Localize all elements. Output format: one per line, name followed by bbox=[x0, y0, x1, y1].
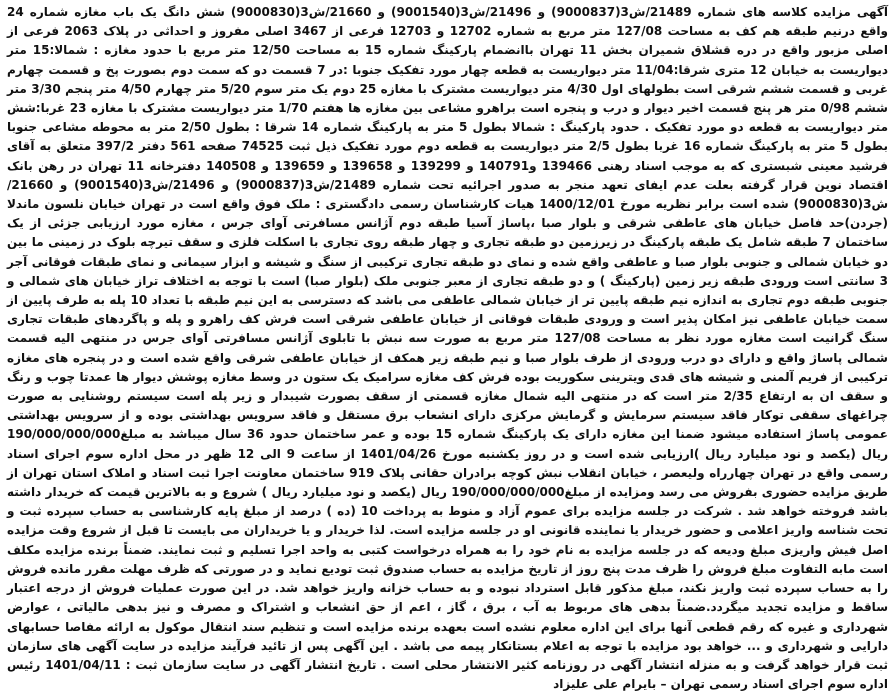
notice-paragraph: آگهی مزایده کلاسه های شماره 21489/ش3(9000837) و 21496/ش3(9001540) و 21660/ش3(9000830) شش دانگ یک باب مغازه شماره 24 واقع درنیم طبقه هم کف به مساحت 127/08 متر مربع به شماره 12702 و 12703 فرعی از 3467 اصلی مفروز و احداثی در پلاک 2063 فرعی از اصلی مزبور واقع در دره قشلاق شمیران بخش 11 تهران باانضمام پارکینگ شماره 15 به مساحت 12/50 متر مربع با حدود مغازه : شمالا:15 متر دیواریست به خیابان 12 متری شرقا:11/04 متر دیواریست به قطعه چهار مورد تفکیک جنوبا :در 7 قسمت دو که سمت دوم بصورت پخ و قسمت چهارم غربی و قسمت ششم شرقی است بطولهای اول 4/30 متر دیواریست مشترک با مغازه 25 دوم یک متر سوم 5/20 متر چهارم 4/50 متر پنجم 3/30 متر ششم 0/98 متر هر پنج قسمت اخیر دیوار و درب و پنجره است براهرو مشاعی بین مغازه ها هفتم 1/70 متر دیواریست مشترک با مغازه 23 غربا:شش متر دیواریست به قطعه دو مورد تفکیک . حدود پارکینگ : شمالا بطول 5 متر به پارکینگ شماره 14 شرقا : بطول 2/50 متر به محوطه مشاعی جنوبا بطول 5 متر به پارکینگ شماره 16 غربا بطول 2/5 متر دیواریست به قطعه دوم مورد تفکیک ذیل ثبت 74525 صفحه 561 دفتر 397/2 متعلق به آقای فرشید معینی شبستری که به موجب اسناد رهنی 139466 و140791 و 139299 و 139658 و 139659 و 140508 دفترخانه 11 تهران در رهن بانک اقتصاد نوین قرار گرفته بعلت عدم ایفای تعهد منجر به صدور اجرائیه تحت شماره 21489/ش3(9000837) و 21496/ش3(9001540) و 21660/ش3(9000830) شده است برابر نظریه مورخ 1400/12/01 هیات کارشناسان رسمی دادگستری : ملک فوق واقع است در تهران خیابان نلسون ماندلا (جردن)حد فاصل خیابان های عاطفی شرقی و بلوار صبا ،پاساژ آسیا طبقه دوم آژانس مسافرتی آوای جرس ، مغازه مورد ارزیابی جزئی از یک ساختمان 7 طبقه شامل یک طبقه پارکینگ در زیرزمین دو طبقه تجاری و چهار طبقه روی تجاری با اسکلت فلزی و سقف تیرچه بلوک در زمینی ما بین دو خیابان شمالی و جنوبی بلوار صبا و عاطفی واقع شده و نمای دو طبقه تجاری ترکیبی از سنگ و شیشه و ابزار سیمانی و نمای طبقات فوقانی آجر 3 سانتی است ورودی طبقه زیر زمین (پارکینگ ) و دو طبقه تجاری از معبر جنوبی ملک (بلوار صبا) است با توجه به اختلاف تراز خیابان های شمالی و جنوبی طبقه دوم تجاری به اندازه نیم طبقه پایین تر از خیابان شمالی عاطفی می باشد که دسترسی به این نیم طبقه با تعداد 10 پله به طرف پایین از سمت خیابان عاطفی نیز امکان پذیر است و ورودی طبقات فوقانی از خیابان عاطفی شرقی است فرش کف راهرو و پله و پاگردهای طبقات تجاری سنگ گرانیت است مغازه مورد نظر به مساحت 127/08 متر مربع به صورت سه نبش با تابلوی آژانس مسافرتی آوای جرس در منتهی الیه قسمت شمالی پاساژ واقع و دارای دو درب ورودی از طرف بلوار صبا و نیم طبقه زیر همکف از خیابان عاطفی شرقی واقع شده است و در پنجره های مغازه ترکیبی از فریم آلمنی و شیشه های قدی ویترینی سکوریت بوده فرش کف مغازه سرامیک یک ستون در وسط مغازه پوشش دیوار ها عمدتا چوب و رنگ و سقف ان به ارتفاع 2/35 متر است که در منتهی الیه شمال مغازه قسمتی از سقف بصورت شیبدار و زیر پله است سیستم روشنایی به صورت چراغهای سقفی توکار فاقد سیستم سرمایش و گرمایش مرکزی دارای انشعاب برق مستقل و فاقد سرویس بهداشتی بوده و از سرویس بهداشتی عمومی پاساژ استفاده میشود ضمنا این مغازه دارای یک پارکینگ شماره 15 بوده و عمر ساختمان حدود 36 سال میباشد به مبلغ190/000/000/000 ریال (یکصد و نود میلیارد ریال )ارزیابی شده است و در روز یکشنبه مورخ 1401/04/26 از ساعت 9 الی 12 ظهر در محل اداره سوم اجرای اسناد رسمی واقع در تهران چهارراه ولیعصر ، خیابان انقلاب نبش کوچه برادران حقانی پلاک 919 ساختمان معاونت اجرا ثبت اسناد و املاک استان تهران از طریق مزایده حضوری بفروش می رسد ومزایده از مبلغ190/000/000/000 ریال (یکصد و نود میلیارد ریال ) شروع و به بالاترین قیمت که خریدار داشته باشد فروخته خواهد شد . شرکت در جلسه مزایده برای عموم آزاد و منوط به پرداخت 10 (ده ) درصد از مبلغ پایه کارشناسی به حساب سپرده ثبت و تحت شناسه واریز اعلامی و حضور خریدار یا نماینده قانونی او در جلسه مزایده است. لذا خریدار و یا خریداران می بایست تا قبل از شروع وقت مزایده اصل فیش واریزی مبلغ ودیعه که در جلسه مزایده به نام خود را به همراه درخواست کتبی به واحد اجرا تسلیم و ثبت نمایند. ضمناً برنده مزایده مکلف است مابه التفاوت مبلغ فروش را ظرف مدت پنج روز از تاریخ مزایده به حساب صندوق ثبت تودیع نماید و در صورتی که ظرف مهلت مقرر مانده فروش را به حساب سپرده ثبت واریز نکند، مبلغ مذکور قابل استرداد نبوده و به حساب خزانه واریز خواهد شد. در این صورت عملیات فروش از درجه اعتبار ساقط و مزایده تجدید میگردد.ضمناً بدهی های مربوط به آب ، برق ، گاز ، اعم از حق انشعاب و اشتراک و مصرف و نیز بدهی مالیاتی ، عوارض شهرداری و غیره که رقم قطعی آنها برای این اداره معلوم نشده است بعهده برنده مزایده است و تنظیم سند انتقال موکول به ارائه مفاصا حسابهای دارایی و شهرداری و ... خواهد بود مزایده با توجه به اعلام بستانکار پیمه می باشد . این آگهی پس از تائید فرآیند مزایده در سایت آگهی های سازمان ثبت قرار خواهد گرفت و به منزله انتشار آگهی در روزنامه کثیر الانتشار محلی است . تاریخ انتشار آگهی در سایت سازمان ثبت : 1401/04/11 رئیس اداره سوم اجرای اسناد رسمی تهران – بایرام علی علیزاد bbox=[7, 5, 889, 692]
auction-notice-text bbox=[7, 3, 888, 694]
